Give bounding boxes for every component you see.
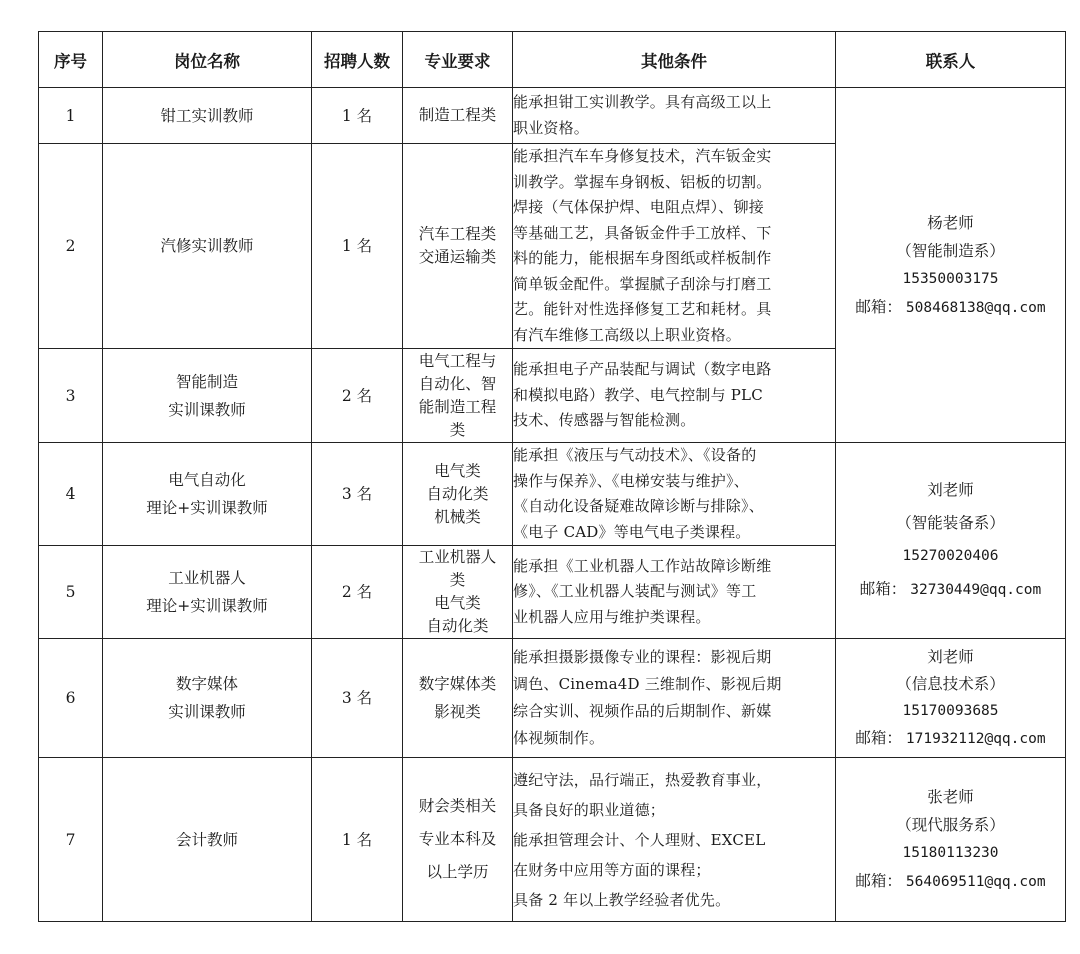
major-line: 机械类 — [434, 507, 481, 526]
major-line: 以上学历 — [426, 863, 489, 881]
row-conditions — [513, 88, 836, 144]
row-count: 2 名 — [312, 349, 403, 443]
header-index: 序号 — [39, 32, 103, 88]
email-address: 32730449@qq.com — [910, 582, 1042, 598]
email-address: 564069511@qq.com — [905, 874, 1046, 890]
conditions-line: 具备良好的职业道德； — [513, 800, 666, 819]
position-line: 钳工实训教师 — [160, 106, 254, 125]
conditions-line: 具备 2 年以上教学经验者优先。 — [513, 890, 731, 909]
conditions-line: 能承担摄影摄像专业的课程：影视后期 — [513, 648, 772, 666]
row-conditions — [513, 349, 836, 443]
conditions-line: 调色、Cinema4D 三维制作、影视后期 — [513, 675, 782, 693]
row-major — [403, 758, 513, 922]
major-line: 汽车工程类 — [418, 225, 497, 243]
row-count: 1 名 — [312, 88, 403, 144]
contact-name: 刘老师 — [927, 481, 974, 499]
contact-email-line — [836, 725, 1065, 753]
row-conditions — [513, 144, 836, 349]
conditions-line: 和模拟电路）教学、电气控制与 PLC — [513, 385, 763, 404]
row-conditions — [513, 758, 836, 922]
row-conditions — [513, 546, 836, 639]
major-line: 电气工程与 — [418, 351, 497, 370]
conditions-line: 业机器人应用与维护类课程。 — [513, 607, 711, 626]
row-major — [403, 443, 513, 546]
contact-cell — [836, 88, 1066, 443]
position-line: 实训课教师 — [168, 703, 246, 721]
row-position — [103, 639, 312, 758]
position-line: 实训课教师 — [168, 400, 246, 419]
conditions-line: 综合实训、视频作品的后期制作、新媒 — [513, 702, 772, 720]
position-line: 理论+实训课教师 — [146, 597, 268, 615]
contact-dept: （信息技术系） — [896, 674, 1005, 693]
major-line: 类 — [449, 571, 466, 589]
contact-name: 刘老师 — [927, 647, 974, 666]
contact-dept: （智能制造系） — [896, 241, 1005, 260]
contact-dept: （现代服务系） — [896, 816, 1005, 834]
row-position — [103, 88, 312, 144]
conditions-line: 有汽车维修工高级以上职业资格。 — [513, 325, 742, 344]
conditions-line: 《自动化设备疑难故障诊断与排除》、 — [513, 497, 764, 515]
major-line: 制造工程类 — [418, 106, 497, 124]
email-label: 邮箱： — [855, 297, 902, 316]
row-index: 6 — [39, 639, 103, 758]
email-address: 171932112@qq.com — [905, 730, 1046, 747]
conditions-line: 能承担电子产品装配与调试（数字电路 — [513, 360, 772, 379]
contact-name: 张老师 — [927, 788, 974, 806]
row-index: 1 — [39, 88, 103, 144]
conditions-line: 能承担《工业机器人工作站故障诊断维 — [513, 556, 772, 575]
row-count: 3 名 — [312, 443, 403, 546]
conditions-line: 能承担钳工实训教学。具有高级工以上 — [513, 93, 772, 111]
major-line: 专业本科及 — [418, 830, 497, 848]
row-count: 1 名 — [312, 758, 403, 922]
major-line: 电气类 — [434, 594, 481, 612]
contact-email-line — [836, 293, 1065, 322]
header-conditions: 其他条件 — [513, 32, 836, 88]
conditions-line: 能承担汽车车身修复技术，汽车钣金实 — [513, 147, 772, 165]
position-line: 汽修实训教师 — [160, 237, 254, 255]
email-label: 邮箱： — [855, 872, 902, 890]
major-line: 类 — [449, 420, 466, 439]
major-line: 自动化、智 — [418, 374, 497, 393]
email-label: 邮箱： — [855, 728, 902, 747]
recruitment-table — [38, 31, 1066, 922]
contact-phone: 15170093685 — [902, 702, 999, 719]
conditions-line: 焊接（气体保护焊、电阻点焊）、铆接 — [513, 198, 764, 216]
contact-phone: 15180113230 — [902, 845, 999, 861]
position-line: 电气自动化 — [168, 471, 246, 489]
major-line: 电气类 — [434, 461, 481, 480]
row-count: 3 名 — [312, 639, 403, 758]
row-major — [403, 144, 513, 349]
row-index: 2 — [39, 144, 103, 349]
header-count: 招聘人数 — [312, 32, 403, 88]
position-line: 理论+实训课教师 — [146, 499, 268, 517]
header-contact: 联系人 — [836, 32, 1066, 88]
row-count: 2 名 — [312, 546, 403, 639]
row-major — [403, 88, 513, 144]
row-index: 7 — [39, 758, 103, 922]
conditions-line: 料的能力，能根据车身图纸或样板制作 — [513, 249, 772, 267]
major-line: 交通运输类 — [418, 248, 497, 266]
contact-cell — [836, 639, 1066, 758]
position-line: 会计教师 — [175, 830, 238, 849]
position-line: 智能制造 — [175, 372, 238, 391]
row-position — [103, 349, 312, 443]
conditions-line: 能承担管理会计、个人理财、EXCEL — [513, 830, 766, 849]
row-index: 5 — [39, 546, 103, 639]
conditions-line: 遵纪守法，品行端正，热爱教育事业， — [513, 770, 772, 789]
contact-cell — [836, 443, 1066, 639]
contact-phone: 15350003175 — [902, 270, 999, 287]
contact-cell — [836, 758, 1066, 922]
major-line: 影视类 — [434, 703, 481, 721]
conditions-line: 体视频制作。 — [513, 729, 605, 747]
conditions-line: 简单钣金配件。掌握腻子刮涂与打磨工 — [513, 274, 772, 293]
table-row — [39, 639, 1066, 758]
conditions-line: 修》、《工业机器人装配与测试》等工 — [513, 582, 757, 601]
conditions-line: 《电子 CAD》等电气电子类课程。 — [513, 522, 751, 541]
row-position — [103, 443, 312, 546]
major-line: 工业机器人 — [418, 548, 497, 566]
header-row — [39, 32, 1066, 88]
contact-dept: （智能装备系） — [896, 514, 1005, 532]
row-conditions — [513, 639, 836, 758]
header-position: 岗位名称 — [103, 32, 312, 88]
major-line: 能制造工程 — [418, 397, 497, 416]
major-line: 自动化类 — [426, 617, 489, 635]
major-line: 财会类相关 — [418, 797, 497, 815]
conditions-line: 在财务中应用等方面的课程； — [513, 860, 711, 879]
major-line: 数字媒体类 — [418, 675, 497, 693]
conditions-line: 等基础工艺，具备钣金件手工放样、下 — [513, 223, 772, 242]
email-address: 508468138@qq.com — [905, 299, 1046, 316]
conditions-line: 技术、传感器与智能检测。 — [513, 411, 696, 430]
contact-email-line — [836, 573, 1065, 607]
row-major — [403, 349, 513, 443]
row-index: 3 — [39, 349, 103, 443]
conditions-line: 训教学。掌握车身钢板、铝板的切割。 — [513, 172, 772, 191]
row-major — [403, 546, 513, 639]
conditions-line: 操作与保养》、《电梯安装与维护》、 — [513, 471, 749, 490]
position-line: 工业机器人 — [168, 569, 246, 587]
row-position — [103, 144, 312, 349]
major-line: 自动化类 — [426, 484, 489, 503]
row-count: 1 名 — [312, 144, 403, 349]
table-row — [39, 443, 1066, 546]
row-position — [103, 758, 312, 922]
conditions-line: 职业资格。 — [513, 118, 590, 137]
email-label: 邮箱： — [859, 580, 907, 598]
position-line: 数字媒体 — [175, 675, 238, 693]
contact-phone: 15270020406 — [902, 548, 999, 564]
conditions-line: 艺。能针对性选择修复工艺和耗材。具 — [513, 300, 772, 318]
conditions-line: 能承担《液压与气动技术》、《设备的 — [513, 446, 757, 464]
contact-name: 杨老师 — [927, 213, 974, 232]
contact-email-line — [836, 867, 1065, 896]
row-major — [403, 639, 513, 758]
row-index: 4 — [39, 443, 103, 546]
header-major: 专业要求 — [403, 32, 513, 88]
row-conditions — [513, 443, 836, 546]
row-position — [103, 546, 312, 639]
table-row — [39, 758, 1066, 922]
table-row — [39, 88, 1066, 144]
